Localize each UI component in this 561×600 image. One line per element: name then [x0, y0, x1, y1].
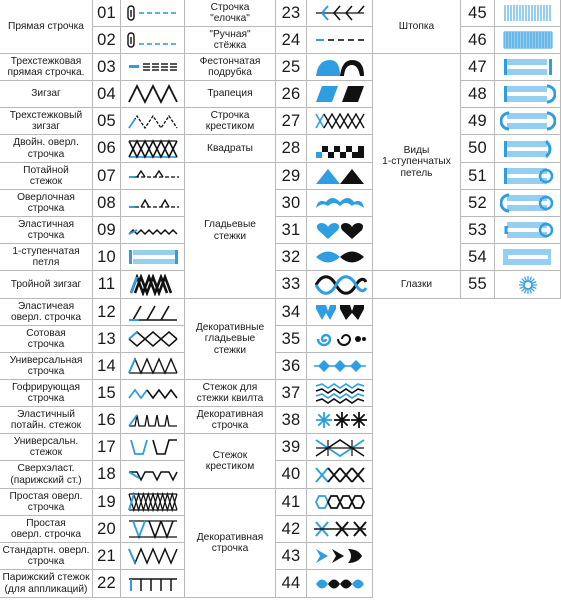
stitch-number: 08 [93, 190, 121, 217]
stitch-group-label: Стежок крестиком [185, 434, 276, 489]
honeycomb-stitch-icon [125, 328, 181, 350]
stitch-group-label: Универсальная строчка [0, 353, 93, 380]
trapezoid-satin-icon [307, 81, 373, 108]
darning-grid-icon [495, 27, 561, 54]
stitch-number: 10 [93, 244, 121, 271]
stitch-number: 01 [93, 0, 121, 27]
eyelet-icon [495, 271, 561, 299]
stitch-number: 09 [93, 217, 121, 244]
straight-stitch-center-icon [121, 27, 185, 54]
buttonhole-rounded-icon [495, 135, 561, 163]
cross-stitch-chain-icon [312, 464, 368, 486]
decorative-hexagons-icon [307, 489, 373, 516]
straight-stitch-left-icon [121, 0, 185, 27]
satin-waves-icon [307, 271, 373, 299]
three-step-zigzag-icon [121, 108, 185, 135]
universal-stitch-icon [125, 355, 181, 377]
stitch-group-label: Фестончатая подрубка [185, 54, 276, 81]
stitch-group-label: Строчка крестиком [185, 108, 276, 135]
trapezoid-satin-icon [312, 83, 368, 105]
stitch-number: 32 [276, 244, 307, 271]
satin-clouds-icon [312, 192, 368, 214]
paris-stitch-icon [121, 570, 185, 598]
featherstitch-icon [307, 0, 373, 27]
stitch-group-label: Глазки [373, 271, 461, 299]
checker-squares-icon [312, 138, 368, 160]
quilting-stitch-icon [307, 380, 373, 407]
elastic-stitch-icon [125, 219, 181, 241]
cross-stitch-lattice-icon [312, 436, 368, 458]
stitch-number: 03 [93, 54, 121, 81]
overlock-stitch-icon [121, 190, 185, 217]
elastic-overlock-icon [125, 301, 181, 323]
simple-overlock-2-icon [125, 518, 181, 540]
decorative-arrows-icon [312, 545, 368, 567]
stitch-number: 49 [461, 108, 495, 135]
one-step-buttonhole-icon [121, 244, 185, 271]
stitch-number: 05 [93, 108, 121, 135]
triple-zigzag-icon [121, 271, 185, 299]
stitch-number: 46 [461, 27, 495, 54]
stitch-number: 54 [461, 244, 495, 271]
buttonhole-keyhole-rounded-icon [500, 192, 556, 214]
triple-straight-stitch-icon [125, 56, 181, 78]
stitch-number: 18 [93, 461, 121, 489]
blind-stitch-icon [125, 165, 181, 187]
stitch-number: 50 [461, 135, 495, 163]
decorative-floral-icon [312, 573, 368, 595]
featherstitch-icon [312, 2, 368, 24]
hand-look-stitch-icon [307, 27, 373, 54]
stitch-group-label: Эластичеая оверл. строчка [0, 299, 93, 326]
stitch-number: 06 [93, 135, 121, 163]
decorative-x-icon [307, 516, 373, 543]
buttonhole-square-icon [495, 54, 561, 81]
stitch-number: 44 [276, 570, 307, 598]
universal-stitch-icon [121, 353, 185, 380]
standard-overlock-icon [125, 545, 181, 567]
stitch-group-label: "Ручная" стёжка [185, 27, 276, 54]
elastic-overlock-icon [121, 299, 185, 326]
stitch-number: 51 [461, 163, 495, 190]
stitch-group-label: Трехстежковая прямая строчка. [0, 54, 93, 81]
stitch-number: 43 [276, 543, 307, 570]
super-elastic-stitch-icon [125, 464, 181, 486]
simple-overlock-icon [125, 491, 181, 513]
darning-dense-icon [500, 2, 556, 24]
decorative-satin-spiral-icon [312, 328, 368, 350]
straight-stitch-left-icon [125, 2, 181, 24]
buttonhole-rounded-icon [500, 138, 556, 160]
decorative-hexagons-icon [312, 491, 368, 513]
hand-look-stitch-icon [312, 29, 368, 51]
stitch-group-label: Стежок для стежки квилта [185, 380, 276, 407]
simple-overlock-icon [121, 489, 185, 516]
stitch-number: 33 [276, 271, 307, 299]
buttonhole-keyhole-tapered-icon [500, 219, 556, 241]
stitch-group-label: Сотовая строчка [0, 326, 93, 353]
stitch-group-label: Стандартн. оверл. строчка [0, 543, 93, 570]
stitch-group-label: Потайной стежок [0, 163, 93, 190]
decorative-satin-zigzag-icon [307, 299, 373, 326]
triple-straight-stitch-icon [121, 54, 185, 81]
stitch-number: 28 [276, 135, 307, 163]
satin-triangles-icon [307, 163, 373, 190]
buttonhole-round-both-icon [495, 108, 561, 135]
smocking-stitch-icon [121, 380, 185, 407]
straight-stitch-center-icon [125, 29, 181, 51]
elastic-blind-stitch-icon [121, 407, 185, 434]
decorative-satin-diamonds-icon [312, 355, 368, 377]
buttonhole-round-end-icon [495, 81, 561, 108]
stitch-number: 36 [276, 353, 307, 380]
stitch-number: 17 [93, 434, 121, 461]
stitch-group-label: Эластичная строчка [0, 217, 93, 244]
buttonhole-wide-icon [495, 244, 561, 271]
stitch-number: 34 [276, 299, 307, 326]
satin-leaves-icon [307, 244, 373, 271]
stitch-number: 26 [276, 81, 307, 108]
stitch-group-label: Штопка [373, 0, 461, 54]
stitch-number: 07 [93, 163, 121, 190]
satin-hearts-icon [307, 217, 373, 244]
stitch-group-label: Тройной зигзаг [0, 271, 93, 299]
stitch-number: 30 [276, 190, 307, 217]
buttonhole-square-icon [500, 56, 556, 78]
overlock-stitch-icon [125, 192, 181, 214]
stitch-number: 02 [93, 27, 121, 54]
stitch-group-label: Двойн. оверл. строчка [0, 135, 93, 163]
super-elastic-stitch-icon [121, 461, 185, 489]
stitch-number: 04 [93, 81, 121, 108]
checker-squares-icon [307, 135, 373, 163]
stitch-group-label: Эластичный потайн. стежок [0, 407, 93, 434]
stitch-group-label: Гладьевые стежки [185, 163, 276, 299]
elastic-blind-stitch-icon [125, 409, 181, 431]
decorative-arrows-icon [307, 543, 373, 570]
buttonhole-keyhole-tapered-icon [495, 217, 561, 244]
eyelet-icon [500, 274, 556, 296]
cross-stitch-icon [312, 110, 368, 132]
stitch-group-label: Оверлочная строчка [0, 190, 93, 217]
stitch-group-label: Декоративная строчка [185, 489, 276, 598]
satin-waves-icon [312, 274, 368, 296]
decorative-x-icon [312, 518, 368, 540]
stitch-group-label: Виды 1-ступенчатых петель [373, 54, 461, 271]
satin-hearts-icon [312, 219, 368, 241]
decorative-stars-icon [307, 407, 373, 434]
darning-dense-icon [495, 0, 561, 27]
buttonhole-wide-icon [500, 246, 556, 268]
stitch-group-label: Сверхэласт. (парижский ст.) [0, 461, 93, 489]
stitch-number: 16 [93, 407, 121, 434]
universal-stitch-2-icon [125, 436, 181, 458]
stitch-number: 22 [93, 570, 121, 598]
stitch-group-label: Декоративные гладьевые стежки [185, 299, 276, 380]
buttonhole-keyhole-icon [495, 163, 561, 190]
decorative-satin-diamonds-icon [307, 353, 373, 380]
stitch-group-label: Строчка "елочка" [185, 0, 276, 27]
universal-stitch-2-icon [121, 434, 185, 461]
quilting-stitch-icon [312, 382, 368, 404]
darning-grid-icon [500, 29, 556, 51]
buttonhole-round-end-icon [500, 83, 556, 105]
simple-overlock-2-icon [121, 516, 185, 543]
decorative-satin-zigzag-icon [312, 301, 368, 323]
stitch-number: 31 [276, 217, 307, 244]
stitch-number: 20 [93, 516, 121, 543]
stitch-number: 53 [461, 217, 495, 244]
stitch-number: 29 [276, 163, 307, 190]
buttonhole-round-both-icon [500, 110, 556, 132]
stitch-number: 35 [276, 326, 307, 353]
stitch-group-label: Зигзаг [0, 81, 93, 108]
stitch-number: 48 [461, 81, 495, 108]
stitch-group-label: Универсальн. стежок [0, 434, 93, 461]
one-step-buttonhole-icon [125, 246, 181, 268]
three-step-zigzag-icon [125, 110, 181, 132]
satin-triangles-icon [312, 165, 368, 187]
stitch-group-label: Простая оверл. строчка [0, 489, 93, 516]
standard-overlock-icon [121, 543, 185, 570]
stitch-number: 55 [461, 271, 495, 299]
elastic-stitch-icon [121, 217, 185, 244]
stitch-number: 52 [461, 190, 495, 217]
stitch-group-label: Трапеция [185, 81, 276, 108]
stitch-number: 42 [276, 516, 307, 543]
stitch-number: 14 [93, 353, 121, 380]
stitch-number: 27 [276, 108, 307, 135]
stitch-number: 21 [93, 543, 121, 570]
scallop-hem-icon [312, 56, 368, 78]
stitch-number: 38 [276, 407, 307, 434]
stitch-group-label: Квадраты [185, 135, 276, 163]
stitch-number: 13 [93, 326, 121, 353]
decorative-floral-icon [307, 570, 373, 598]
stitch-number: 24 [276, 27, 307, 54]
stitch-group-label: Простая оверл. строчка [0, 516, 93, 543]
blind-stitch-icon [121, 163, 185, 190]
stitch-group-label: Трехстежковый зигзаг [0, 108, 93, 135]
decorative-satin-spiral-icon [307, 326, 373, 353]
stitch-number: 19 [93, 489, 121, 516]
double-overlock-icon [121, 135, 185, 163]
buttonhole-keyhole-rounded-icon [495, 190, 561, 217]
stitch-group-label: Декоративная строчка [185, 407, 276, 434]
cross-stitch-icon [307, 108, 373, 135]
stitch-number: 39 [276, 434, 307, 461]
stitch-group-label: Парижский стежок (для аппликаций) [0, 570, 93, 598]
double-overlock-icon [125, 138, 181, 160]
satin-leaves-icon [312, 246, 368, 268]
smocking-stitch-icon [125, 382, 181, 404]
triple-zigzag-icon [125, 274, 181, 296]
stitch-group-label: 1-ступенчатая петля [0, 244, 93, 271]
zigzag-icon [125, 83, 181, 105]
paris-stitch-icon [125, 573, 181, 595]
stitch-number: 12 [93, 299, 121, 326]
stitch-number: 11 [93, 271, 121, 299]
stitch-number: 25 [276, 54, 307, 81]
stitch-number: 15 [93, 380, 121, 407]
stitch-group-label: Гофрирующая строчка [0, 380, 93, 407]
cross-stitch-chain-icon [307, 461, 373, 489]
scallop-hem-icon [307, 54, 373, 81]
stitch-group-label: Прямая строчка [0, 0, 93, 54]
buttonhole-keyhole-icon [500, 165, 556, 187]
stitch-number: 47 [461, 54, 495, 81]
satin-clouds-icon [307, 190, 373, 217]
honeycomb-stitch-icon [121, 326, 185, 353]
stitch-number: 40 [276, 461, 307, 489]
cross-stitch-lattice-icon [307, 434, 373, 461]
stitch-number: 45 [461, 0, 495, 27]
stitch-number: 41 [276, 489, 307, 516]
zigzag-icon [121, 81, 185, 108]
stitch-number: 23 [276, 0, 307, 27]
decorative-stars-icon [312, 409, 368, 431]
stitch-number: 37 [276, 380, 307, 407]
